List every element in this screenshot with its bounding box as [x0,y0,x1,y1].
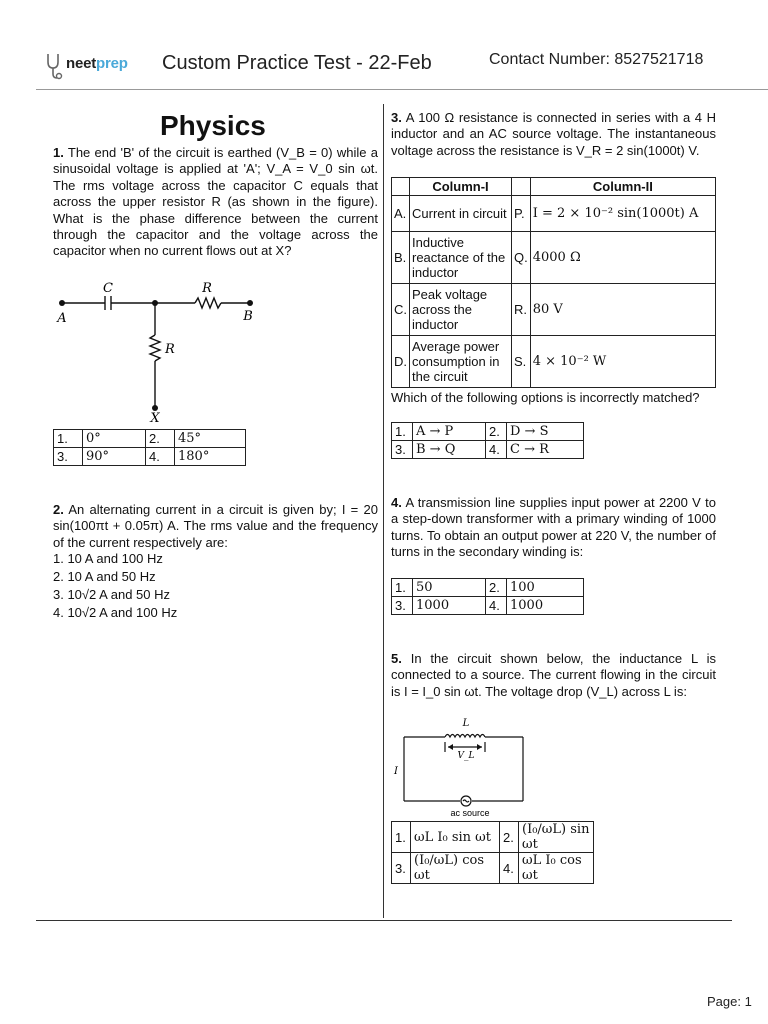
q1-text: The end 'B' of the circuit is earthed (V_B = 0) while a sinusoidal voltage is applied at 'A'; V_A = V_0 sin ωt. The rms voltage across the capacitor C equals that across the upper resistor R (as shown in the figure). What is the phase difference between the current through the capacitor and the voltage across the capacitor when no current flows out at X? [53,145,378,259]
q5-number: 5. [391,651,402,666]
q1-option-3: 90° [83,448,146,466]
column-2-cell: 80 V [530,284,715,336]
fig1-label-R-top: R [202,281,212,296]
column-divider [383,104,384,918]
option-number: 3. [392,853,411,884]
option-number: 1. [392,822,411,853]
q3-options-table [391,422,584,459]
footer-rule [36,920,732,921]
page-number: Page: 1 [707,994,752,1009]
stethoscope-icon [44,52,66,80]
option-number: 4. [146,448,175,466]
q3-option-2: D → S [507,423,584,441]
option-number: 4. [486,441,507,459]
row-label: Q. [512,232,531,284]
q1-option-4: 180° [175,448,246,466]
column-2-header: Column-II [530,178,715,196]
q3-option-3: B → Q [413,441,486,459]
header-spacer [392,178,410,196]
column-1-cell: Inductive reactance of the inductor [410,232,512,284]
page-header [0,0,768,90]
column-1-cell: Average power consumption in the circuit [410,336,512,388]
page-title: Custom Practice Test - 22-Feb [162,52,432,74]
header-rule [36,89,768,90]
fig1-label-R-vertical: R [165,342,175,357]
q2-number: 2. [53,502,64,517]
row-label: S. [512,336,531,388]
q2-option-1: 1. 10 A and 100 Hz [53,551,163,566]
row-label: C. [392,284,410,336]
neetprep-logo [44,52,144,82]
q3-option-1: A → P [413,423,486,441]
q2-option-2: 2. 10 A and 50 Hz [53,569,156,584]
q5-options-table [391,821,594,884]
row-label: P. [512,196,531,232]
column-1-cell: Peak voltage across the inductor [410,284,512,336]
option-number: 4. [500,853,519,884]
q1-option-2: 45° [175,430,246,448]
q1-option-1: 0° [83,430,146,448]
q5-text: In the circuit shown below, the inductance L is connected to a source. The current flowing in the circuit is I = I_0 sin ωt. The voltage drop (V_L) across L is: [391,651,716,699]
option-number: 3. [54,448,83,466]
q3-option-4: C → R [507,441,584,459]
option-number: 4. [486,597,507,615]
column-2-cell: 4000 Ω [530,232,715,284]
logo-text-neet: neet [66,55,97,72]
option-number: 1. [54,430,83,448]
q5-option-3: (I₀/ωL) cos ωt [411,853,500,884]
row-label: A. [392,196,410,232]
q2-option-4: 4. 10√2 A and 100 Hz [53,605,178,620]
fig5-label-I: I [394,766,398,777]
row-label: B. [392,232,410,284]
question-4 [391,495,716,561]
q2-text: An alternating current in a circuit is given by; I = 20 sin(100πt + 0.05π) A. The rms value and the frequency of the current respectively are: [53,502,378,550]
option-number: 3. [392,441,413,459]
q3-question: Which of the following options is incorrectly matched? [391,390,700,405]
q3-text: A 100 Ω resistance is connected in series with a 4 H inductor and an AC source voltage. The instantaneous voltage across the resistance is V_R = 2 sin(1000t) V. [391,110,716,158]
q5-option-2: (I₀/ωL) sin ωt [519,822,594,853]
column-2-cell: I = 2 × 10⁻² sin(1000t) A [530,196,715,232]
q4-option-2: 100 [507,579,584,597]
section-title: Physics [160,110,266,141]
header-spacer [512,178,531,196]
logo-wordmark [66,55,128,72]
q4-option-4: 1000 [507,597,584,615]
option-number: 2. [486,423,507,441]
row-label: D. [392,336,410,388]
q1-circuit-figure [50,280,270,425]
fig1-label-C: C [103,281,113,296]
q2-options-list [53,550,378,622]
q1-number: 1. [53,145,64,160]
q5-option-1: ωL I₀ sin ωt [411,822,500,853]
column-2-cell: 4 × 10⁻² W [530,336,715,388]
question-3 [391,110,716,159]
option-number: 2. [486,579,507,597]
fig1-label-B: B [243,309,253,324]
fig5-label-L: L [462,718,470,729]
contact-number: Contact Number: 8527521718 [489,51,704,68]
q4-option-3: 1000 [413,597,486,615]
q4-options-table [391,578,584,615]
q3-number: 3. [391,110,402,125]
question-5 [391,651,716,700]
q3-match-table [391,177,716,388]
q4-text: A transmission line supplies input power at 2200 V to a step-down transformer with a primary winding of 1000 turns. To obtain an output power at 220 V, the number of turns in the secondary winding is: [391,495,716,560]
column-1-header: Column-I [410,178,512,196]
option-number: 2. [500,822,519,853]
q4-number: 4. [391,495,402,510]
column-1-cell: Current in circuit [410,196,512,232]
fig5-label-VL: V_L [457,751,475,761]
option-number: 1. [392,423,413,441]
option-number: 1. [392,579,413,597]
logo-text-prep: prep [96,55,128,72]
fig1-label-X: X [150,411,160,425]
question-2 [53,502,378,551]
row-label: R. [512,284,531,336]
fig5-label-source: ac source [450,808,490,818]
q5-option-4: ωL I₀ cos ωt [519,853,594,884]
q2-option-3: 3. 10√2 A and 50 Hz [53,587,170,602]
option-number: 3. [392,597,413,615]
q5-circuit-figure [392,716,532,820]
question-1 [53,145,378,260]
q4-option-1: 50 [413,579,486,597]
fig1-label-A: A [57,311,67,326]
q1-options-table [53,429,246,466]
option-number: 2. [146,430,175,448]
